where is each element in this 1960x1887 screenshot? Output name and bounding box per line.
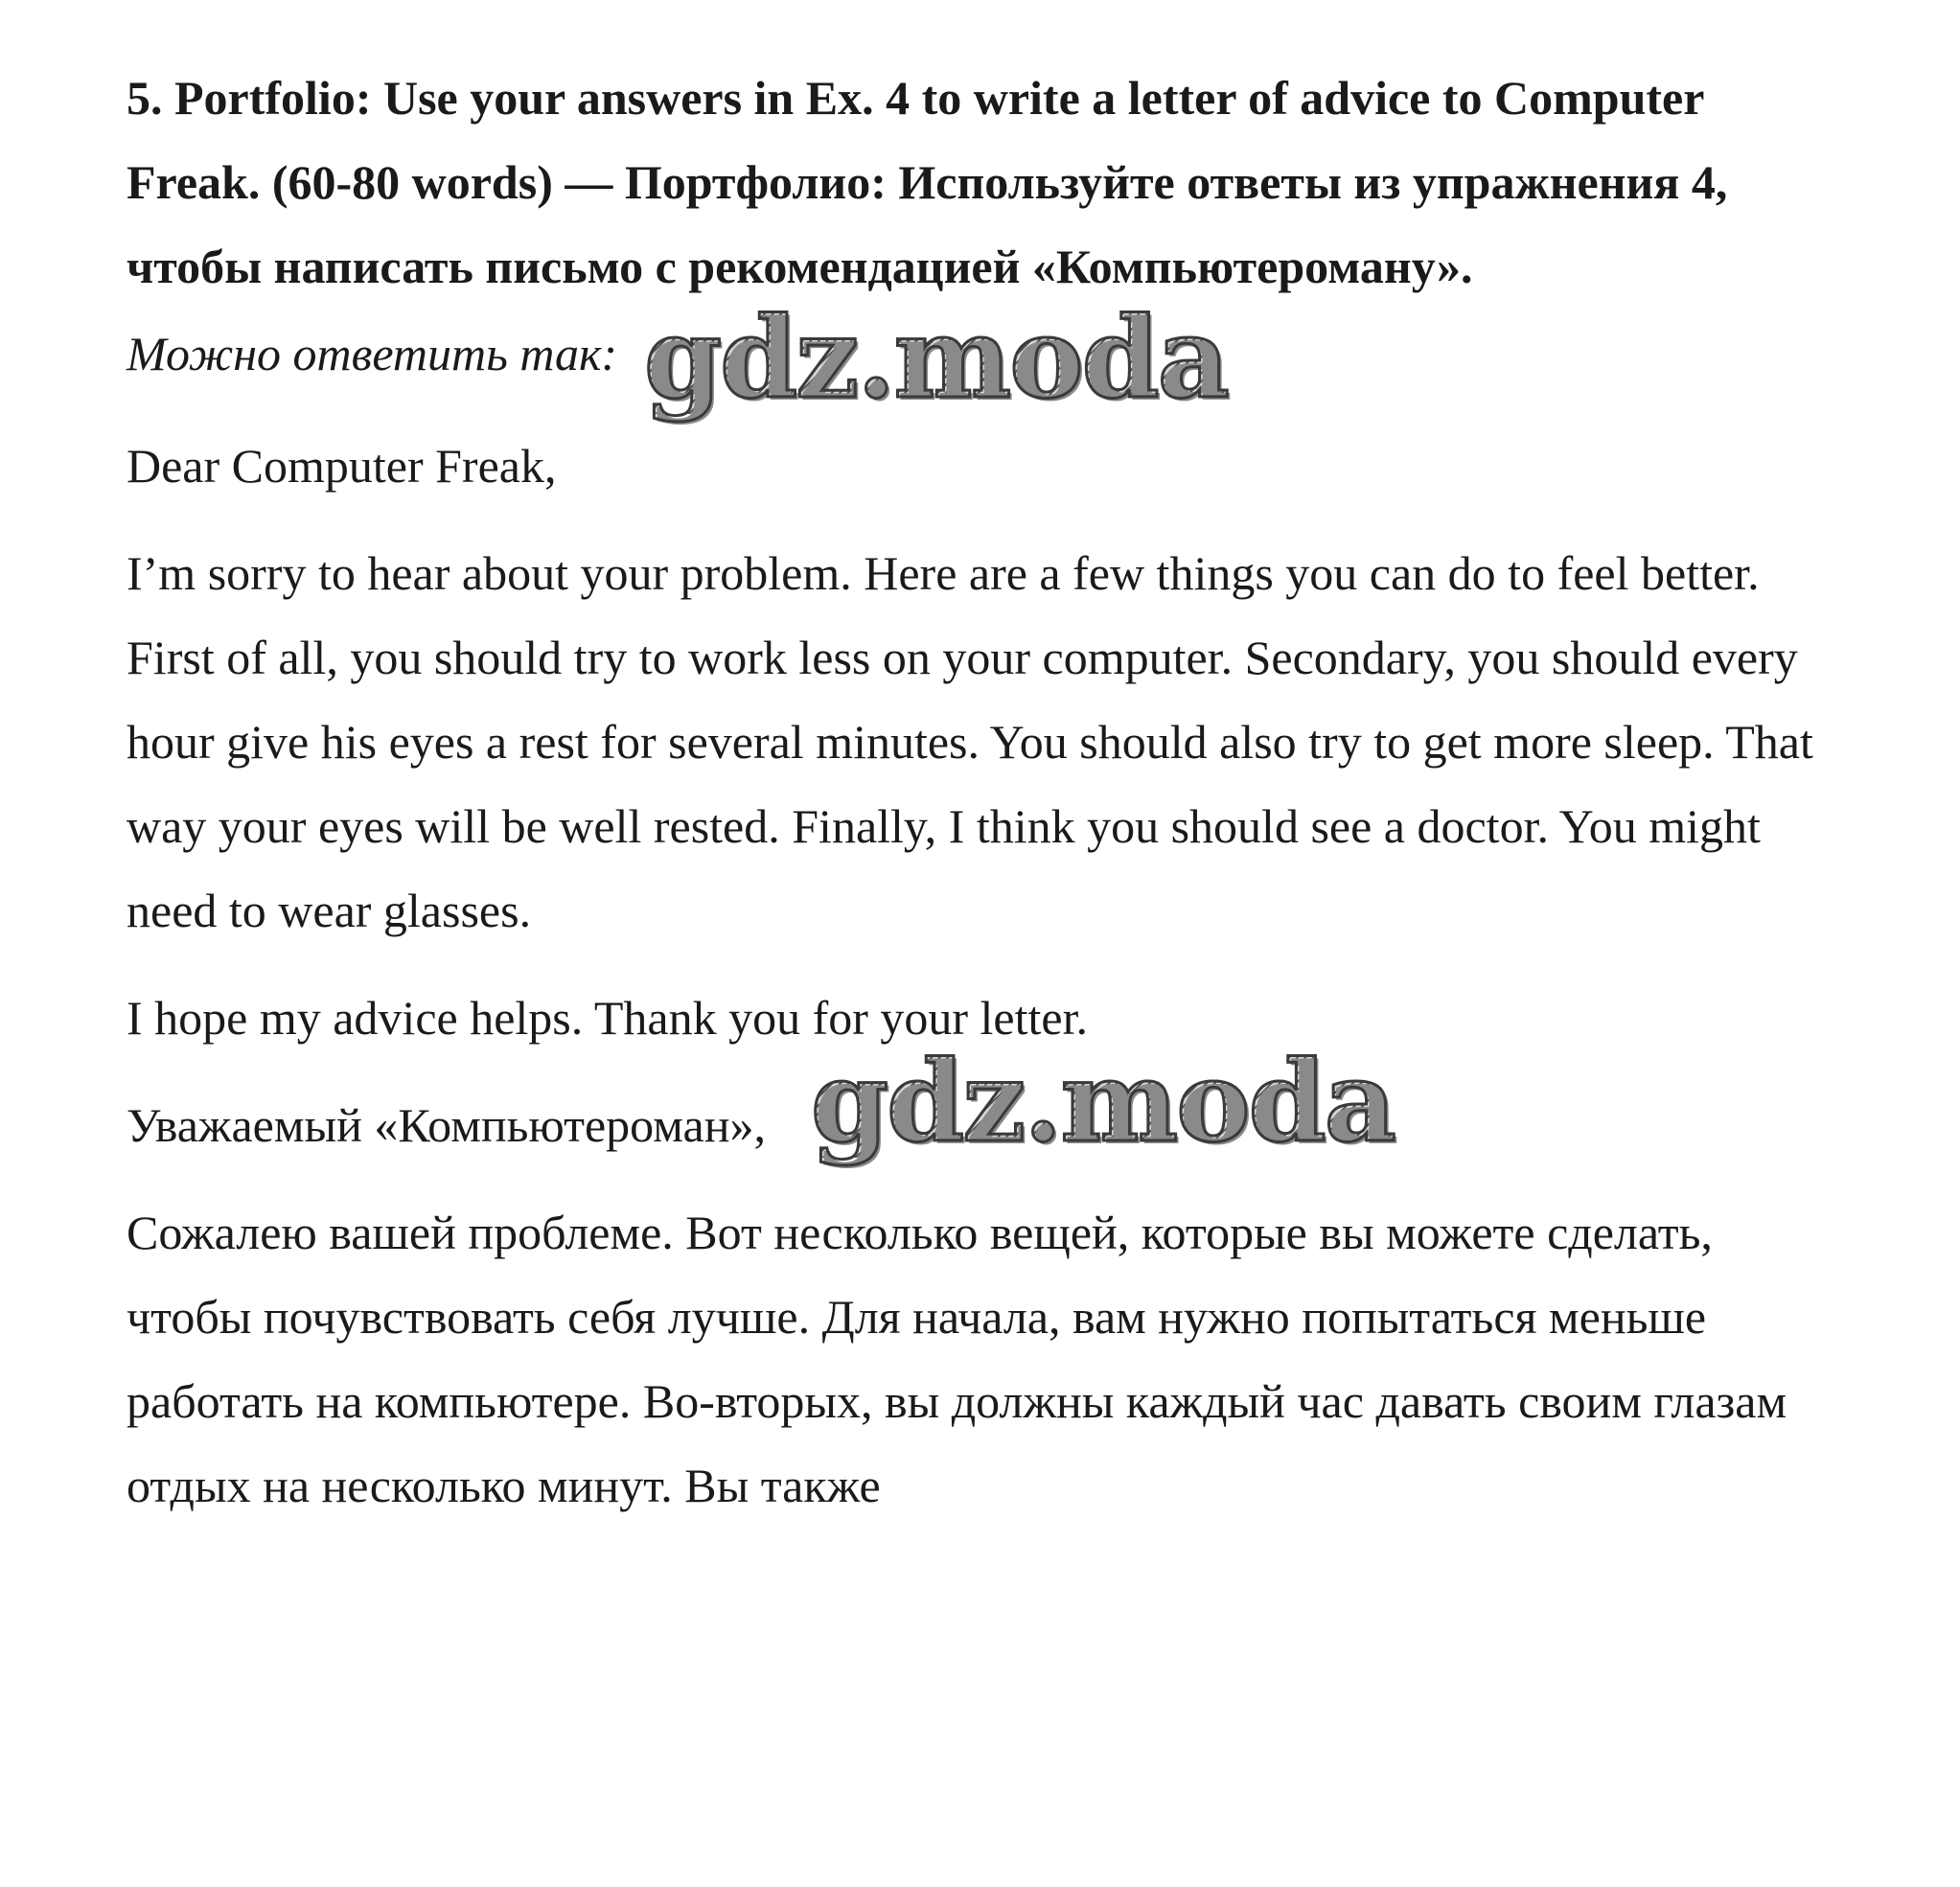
letter-en-salutation: Dear Computer Freak,	[127, 439, 557, 493]
watermark-logo: gdz.moda	[811, 1037, 1395, 1167]
letter-en-body: I’m sorry to hear about your problem. Here are a few things you can do to feel better. First of all, you should try to work less on your computer. Secondary, you should every hour give his eyes a rest for several minutes. You should also try to get more sleep. That way your eyes will be well rested. Finally, I think you should see a doctor. You might need to wear glasses.	[127, 546, 1813, 937]
document-page	[127, 56, 1842, 1528]
task-heading: 5. Portfolio: Use your answers in Ex. 4 to write a letter of advice to Computer Freak. (60-80 words) — Портфолио: Используйте ответы из упражнения 4, чтобы написать письмо с рекомендацией «Компьютероману».	[127, 71, 1728, 293]
letter-ru-body: Сожалею вашей проблеме. Вот несколько вещей, которые вы можете сделать, чтобы почувствовать себя лучше. Для начала, вам нужно попытаться меньше работать на компьютере. Во-вторых, вы должны каждый час давать своим глазам отдых на несколько минут. Вы также	[127, 1206, 1787, 1512]
letter-en-closing: I hope my advice helps. Thank you for your letter.	[127, 991, 1088, 1045]
answer-prompt: Можно ответить так:	[127, 327, 618, 380]
watermark-logo: gdz.moda	[644, 293, 1228, 424]
letter-ru-salutation: Уважаемый «Компьютероман»,	[127, 1098, 766, 1152]
